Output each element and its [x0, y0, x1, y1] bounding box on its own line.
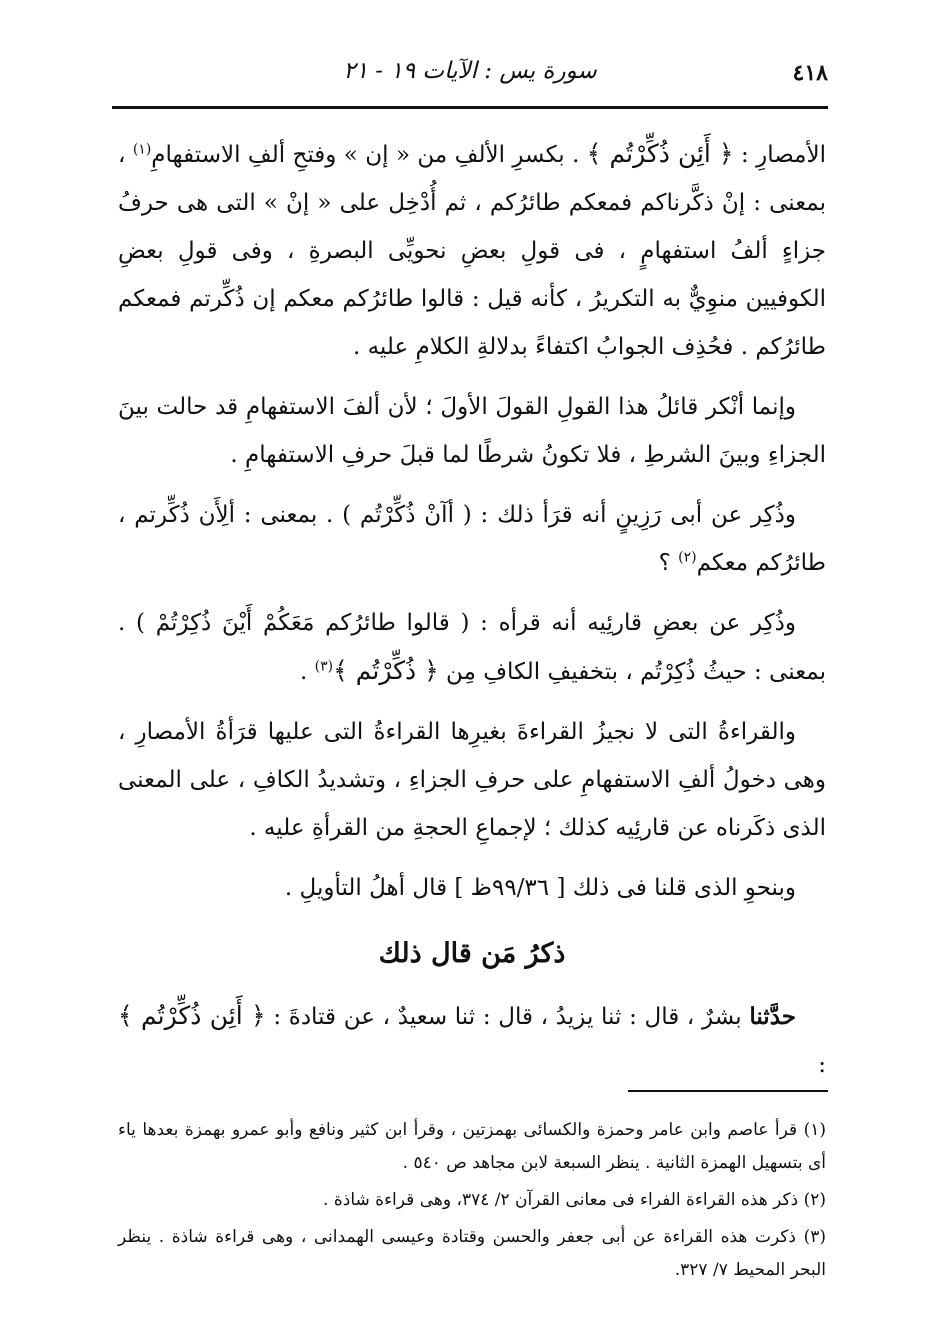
- quran-quote: ﴿ أَئِن ذُكِّرْتُم ﴾: [586, 139, 734, 168]
- paragraph-3: [118, 491, 826, 587]
- text-run: . بمعنى : ألِأَن ذُكِّرتم ، طائرُكم معكم: [118, 502, 826, 576]
- section-heading: ذكرُ مَن قال ذلك: [378, 938, 566, 969]
- reading-quote: ( أآنْ ذُكِّرْتُم ): [342, 502, 472, 528]
- hadith-paragraph: [118, 992, 826, 1089]
- footnote-ref-2[interactable]: (٢): [678, 549, 697, 566]
- paragraph-6: [118, 864, 826, 912]
- text-run: بشرٌ ، قال : ثنا يزيدُ ، قال : ثنا سعيدٌ ، عن قتادةَ :: [265, 1004, 750, 1030]
- text-run: وإنما أنْكر قائلُ هذا القولِ القولَ الأولَ ؛ لأن ألفَ الاستفهامِ قد حالت بينَ الجزاءِ وبينَ الشرطِ ، فلا تكونُ شرطًا لما قبلَ حرفِ الاستفهامِ .: [118, 394, 826, 468]
- text-run: وذُكِر عن أبى رَزِينٍ أنه قرَأ ذلك :: [471, 502, 796, 528]
- paragraph-2: [118, 383, 826, 479]
- text-run: وذُكِر عن بعضِ قارئِيه أنه قرأه :: [469, 610, 796, 636]
- paragraph-5: [118, 708, 826, 852]
- footnote-ref-3[interactable]: (٣): [314, 658, 334, 675]
- main-text: [118, 130, 826, 1101]
- text-run: والقراءةُ التى لا نجيزُ القراءةَ بغيرِها القراءةُ التى عليها قرَأةُ الأمصارِ ، وهى دخولُ ألفِ الاستفهامِ على حرفِ الجزاءِ ، وتشديدُ الكافِ ، على المعنى الذى ذكَرناه عن قارئِيه كذلك ؛ لإجماعِ الحجةِ من القرأةِ عليه .: [118, 719, 826, 841]
- text-run: ؟: [658, 550, 679, 576]
- footnote-ref-1[interactable]: (١): [132, 141, 152, 158]
- hadith-lead: حدَّثنا: [749, 1003, 796, 1030]
- text-run: . بكسرِ الألفِ من « إن » وفتحِ ألفِ الاستفهامِ: [151, 142, 587, 168]
- footnote-1: (١) قرأ عاصم وابن عامر وحمزة والكسائى بهمزتين ، وقرأ ابن كثير ونافع وأبو عمرو بهمزة بعدها ياء أى بتسهيل الهمزة الثانية . ينظر السبعة لابن مجاهد ص ٥٤٠ .: [118, 1120, 826, 1173]
- text-run: وبنحوِ الذى قلنا فى ذلك [ ٩٩/٣٦ظ ] قال أهلُ التأويلِ .: [284, 875, 796, 901]
- footnote-2: (٢) ذكر هذه القراءة الفراء فى معانى القرآن ٢/ ٣٧٤، وهى قراءة شاذة .: [323, 1190, 826, 1210]
- running-title: سورة يس : الآيات ١٩ - ٢١: [343, 58, 597, 84]
- page-header: [112, 58, 828, 98]
- text-run: ، بمعنى : إنْ ذكَّرناكم فمعكم طائرُكم ، ثم أُدْخِل على « إنْ » التى هى حرفُ جزاءٍ ألفُ استفهامٍ ، فى قولِ بعضِ نحويِّى البصرةِ ، وفى قولِ بعضِ الكوفيين منوِيٌّ به التكريرُ ، كأنه قيل : قالوا طائرُكم معكم إن ذُكِّرتم فمعكم طائرُكم . فحُذِف الجوابُ اكتفاءً بدلالةِ الكلامِ عليه .: [118, 142, 826, 360]
- quran-quote: ﴿ أَئِن ذُكِّرْتُم ﴾: [118, 1001, 266, 1030]
- text-run: .: [300, 659, 315, 685]
- footnote-rule: [628, 1090, 828, 1092]
- header-rule: [112, 106, 828, 109]
- reading-quote: ( قالوا طائرُكم مَعَكُمْ أَيْنَ ذُكِرْتُمْ ): [136, 610, 470, 636]
- text-run: الأمصارِ :: [733, 142, 826, 168]
- paragraph-4: [118, 599, 826, 696]
- page-number: ٤١٨: [792, 60, 828, 86]
- paragraph-1: [118, 130, 826, 371]
- text-run: :: [818, 1052, 826, 1078]
- footnotes: [118, 1114, 826, 1291]
- text-run: . بمعنى : حيثُ ذُكِرْتُم ، بتخفيفِ الكافِ مِن: [118, 610, 826, 685]
- footnote-3: (٣) ذكرت هذه القراءة عن أبى جعفر والحسن وقتادة وعيسى الهمدانى ، وهى قراءة شاذة . ينظر البحر المحيط ٧/ ٣٢٧.: [118, 1227, 826, 1280]
- quran-quote: ﴿ ذُكِّرْتُم ﴾: [333, 656, 439, 685]
